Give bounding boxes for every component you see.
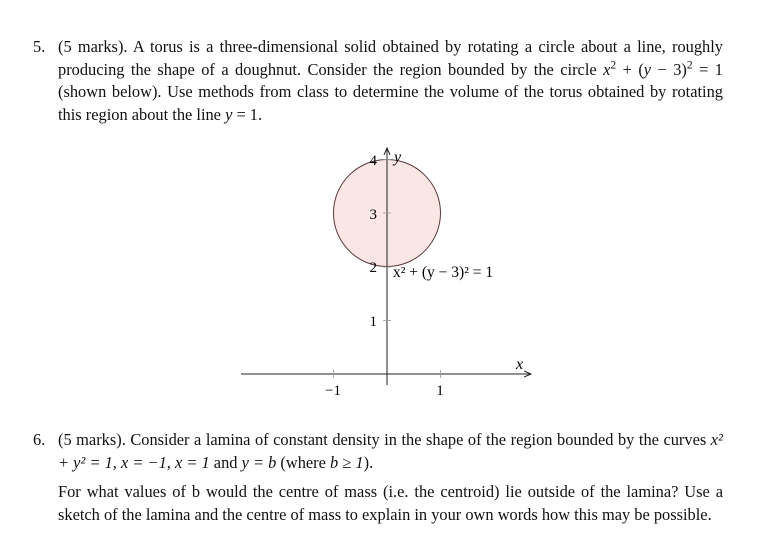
problem-6 xyxy=(33,429,723,526)
problem-6-text: (5 marks). Consider a lamina of constant density in the shape of the region bounded by the curves x² + y² = 1, x = −1, x = 1 and y = b (where b ≥ 1). xyxy=(58,430,723,472)
problem-5-marks: (5 marks). xyxy=(58,37,128,56)
problem-5-text: (5 marks). A torus is a three-dimensional solid obtained by rotating a circle about a line, roughly producing the shape of a doughnut. Consider the region bounded by the circle $x^2 + (y - 3)^2 = 1$ (shown below). Use methods from class to determine the volume of the torus obtained by rotating this region about the line y = 1. xyxy=(58,37,723,124)
y-tick-label-4: 4 xyxy=(369,153,377,169)
x-axis-label: x xyxy=(516,356,524,373)
y-axis-label: y xyxy=(394,149,402,166)
x-tick-label-1: 1 xyxy=(436,383,444,399)
curve-label: x² + (y − 3)² = 1 xyxy=(393,264,494,281)
y-tick-label-2: 2 xyxy=(369,260,377,276)
x-tick-label-neg1: −1 xyxy=(325,383,341,399)
y-tick-label-3: 3 xyxy=(369,207,377,223)
problem-6-marks: (5 marks). xyxy=(58,430,126,449)
problem-6-question: For what values of b would the centre of mass (i.e. the centroid) lie outside of the lamina? Use a sketch of the lamina and the centre of mass to explain in your own words how this may be possible. xyxy=(58,482,723,524)
problem-5-number: 5. xyxy=(33,37,46,56)
y-tick-label-1: 1 xyxy=(369,314,377,330)
problem-6-number: 6. xyxy=(33,430,46,449)
